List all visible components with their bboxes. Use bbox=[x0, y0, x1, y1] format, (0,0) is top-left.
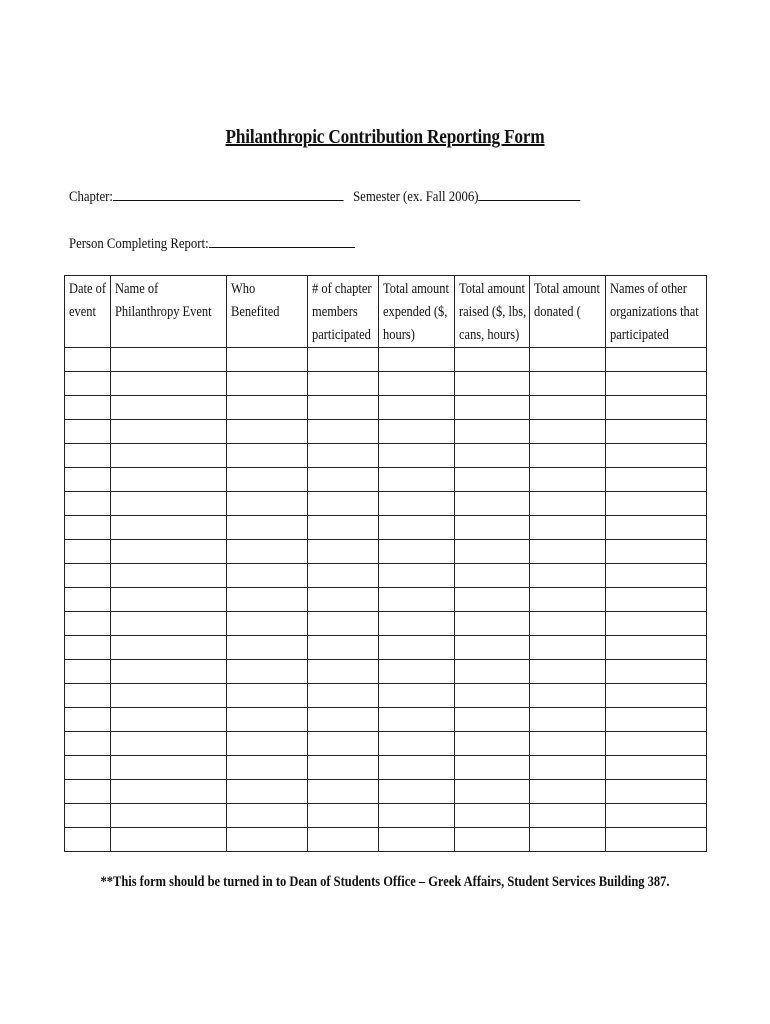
table-cell[interactable] bbox=[65, 804, 111, 828]
table-cell[interactable] bbox=[65, 612, 111, 636]
chapter-label: Chapter: bbox=[69, 189, 113, 205]
table-cell[interactable] bbox=[606, 612, 707, 636]
table-row bbox=[65, 516, 707, 540]
table-cell[interactable] bbox=[227, 636, 308, 660]
table-cell[interactable] bbox=[530, 780, 606, 804]
chapter-field[interactable] bbox=[113, 186, 344, 201]
table-cell[interactable] bbox=[379, 492, 455, 516]
table-cell[interactable] bbox=[111, 540, 227, 564]
table-cell[interactable] bbox=[111, 420, 227, 444]
person-label: Person Completing Report: bbox=[69, 236, 209, 252]
table-row bbox=[65, 564, 707, 588]
table-cell[interactable] bbox=[227, 564, 308, 588]
table-body bbox=[65, 348, 707, 852]
table-cell[interactable] bbox=[308, 780, 379, 804]
table-cell[interactable] bbox=[606, 396, 707, 420]
table-cell[interactable] bbox=[308, 564, 379, 588]
table-cell[interactable] bbox=[379, 468, 455, 492]
table-cell[interactable] bbox=[308, 660, 379, 684]
table-row bbox=[65, 708, 707, 732]
table-cell[interactable] bbox=[379, 588, 455, 612]
table-cell[interactable] bbox=[308, 636, 379, 660]
table-cell[interactable] bbox=[65, 780, 111, 804]
table-cell[interactable] bbox=[111, 564, 227, 588]
table-cell[interactable] bbox=[606, 348, 707, 372]
table-cell[interactable] bbox=[606, 516, 707, 540]
table-cell[interactable] bbox=[379, 396, 455, 420]
table-cell[interactable] bbox=[308, 540, 379, 564]
table-row bbox=[65, 780, 707, 804]
table-cell[interactable] bbox=[530, 708, 606, 732]
table-cell[interactable] bbox=[379, 684, 455, 708]
table-row bbox=[65, 588, 707, 612]
table-row bbox=[65, 684, 707, 708]
table-cell[interactable] bbox=[455, 564, 530, 588]
table-cell[interactable] bbox=[606, 660, 707, 684]
table-cell[interactable] bbox=[606, 468, 707, 492]
table-cell[interactable] bbox=[308, 684, 379, 708]
table-cell[interactable] bbox=[455, 444, 530, 468]
table-cell[interactable] bbox=[111, 492, 227, 516]
table-cell[interactable] bbox=[606, 492, 707, 516]
col-donated-header: Total amount donated ( bbox=[530, 276, 606, 348]
table-cell[interactable] bbox=[308, 828, 379, 852]
table-cell[interactable] bbox=[227, 756, 308, 780]
table-cell[interactable] bbox=[308, 732, 379, 756]
table-cell[interactable] bbox=[530, 420, 606, 444]
table-cell[interactable] bbox=[308, 420, 379, 444]
table-cell[interactable] bbox=[530, 372, 606, 396]
table-cell[interactable] bbox=[379, 828, 455, 852]
table-cell[interactable] bbox=[227, 732, 308, 756]
col-other-orgs-header: Names of other organizations that participated bbox=[606, 276, 707, 348]
table-row bbox=[65, 492, 707, 516]
table-cell[interactable] bbox=[65, 660, 111, 684]
table-cell[interactable] bbox=[111, 468, 227, 492]
table-cell[interactable] bbox=[111, 780, 227, 804]
table-cell[interactable] bbox=[530, 660, 606, 684]
table-cell[interactable] bbox=[530, 516, 606, 540]
table-cell[interactable] bbox=[111, 444, 227, 468]
semester-field[interactable] bbox=[479, 186, 581, 201]
table-cell[interactable] bbox=[227, 708, 308, 732]
table-cell[interactable] bbox=[530, 588, 606, 612]
table-cell[interactable] bbox=[308, 372, 379, 396]
table-cell[interactable] bbox=[65, 684, 111, 708]
table-cell[interactable] bbox=[308, 708, 379, 732]
table-cell[interactable] bbox=[455, 828, 530, 852]
table-cell[interactable] bbox=[455, 660, 530, 684]
table-row bbox=[65, 444, 707, 468]
table-row bbox=[65, 756, 707, 780]
table-cell[interactable] bbox=[227, 516, 308, 540]
table-cell[interactable] bbox=[530, 612, 606, 636]
table-row bbox=[65, 828, 707, 852]
table-cell[interactable] bbox=[227, 396, 308, 420]
table-cell[interactable] bbox=[606, 564, 707, 588]
person-field[interactable] bbox=[209, 233, 355, 248]
table-row bbox=[65, 804, 707, 828]
table-cell[interactable] bbox=[530, 396, 606, 420]
person-line bbox=[69, 233, 355, 253]
table-cell[interactable] bbox=[308, 612, 379, 636]
table-cell[interactable] bbox=[530, 348, 606, 372]
table-row bbox=[65, 396, 707, 420]
table-cell[interactable] bbox=[530, 468, 606, 492]
table-cell[interactable] bbox=[308, 396, 379, 420]
table-cell[interactable] bbox=[606, 372, 707, 396]
table-cell[interactable] bbox=[530, 564, 606, 588]
form-title: Philanthropic Contribution Reporting Form bbox=[225, 126, 545, 148]
table-cell[interactable] bbox=[111, 684, 227, 708]
chapter-semester-line bbox=[69, 186, 581, 206]
table-cell[interactable] bbox=[379, 516, 455, 540]
table-cell[interactable] bbox=[455, 540, 530, 564]
table-cell[interactable] bbox=[111, 396, 227, 420]
table-cell[interactable] bbox=[455, 516, 530, 540]
table-cell[interactable] bbox=[606, 588, 707, 612]
table-cell[interactable] bbox=[111, 732, 227, 756]
table-cell[interactable] bbox=[455, 492, 530, 516]
table-cell[interactable] bbox=[379, 444, 455, 468]
table-cell[interactable] bbox=[227, 540, 308, 564]
table-row bbox=[65, 372, 707, 396]
table-cell[interactable] bbox=[455, 396, 530, 420]
table-row bbox=[65, 612, 707, 636]
table-cell[interactable] bbox=[455, 372, 530, 396]
table-cell[interactable] bbox=[379, 660, 455, 684]
table-cell[interactable] bbox=[455, 636, 530, 660]
col-members-header: # of chapter members participated bbox=[308, 276, 379, 348]
table-cell[interactable] bbox=[606, 540, 707, 564]
table-cell[interactable] bbox=[111, 660, 227, 684]
table-cell[interactable] bbox=[606, 756, 707, 780]
table-cell[interactable] bbox=[455, 420, 530, 444]
table-cell[interactable] bbox=[379, 564, 455, 588]
table-cell[interactable] bbox=[606, 804, 707, 828]
table-cell[interactable] bbox=[227, 444, 308, 468]
table-cell[interactable] bbox=[606, 636, 707, 660]
table-cell[interactable] bbox=[65, 828, 111, 852]
table-cell[interactable] bbox=[308, 468, 379, 492]
table-cell[interactable] bbox=[606, 420, 707, 444]
table-cell[interactable] bbox=[65, 588, 111, 612]
table-cell[interactable] bbox=[308, 444, 379, 468]
table-cell[interactable] bbox=[455, 756, 530, 780]
table-cell[interactable] bbox=[606, 444, 707, 468]
table-cell[interactable] bbox=[65, 468, 111, 492]
table-cell[interactable] bbox=[65, 444, 111, 468]
table-cell[interactable] bbox=[379, 348, 455, 372]
table-cell[interactable] bbox=[227, 372, 308, 396]
table-cell[interactable] bbox=[530, 636, 606, 660]
table-cell[interactable] bbox=[455, 612, 530, 636]
table-cell[interactable] bbox=[111, 636, 227, 660]
table-cell[interactable] bbox=[227, 612, 308, 636]
table-cell[interactable] bbox=[455, 804, 530, 828]
table-cell[interactable] bbox=[65, 636, 111, 660]
table-cell[interactable] bbox=[530, 684, 606, 708]
table-cell[interactable] bbox=[379, 540, 455, 564]
table-row bbox=[65, 468, 707, 492]
table-row bbox=[65, 636, 707, 660]
table-cell[interactable] bbox=[606, 684, 707, 708]
table-cell[interactable] bbox=[65, 492, 111, 516]
table-cell[interactable] bbox=[530, 540, 606, 564]
table-cell[interactable] bbox=[227, 348, 308, 372]
table-cell[interactable] bbox=[227, 804, 308, 828]
table-row bbox=[65, 420, 707, 444]
table-row bbox=[65, 660, 707, 684]
table-cell[interactable] bbox=[455, 588, 530, 612]
table-cell[interactable] bbox=[379, 372, 455, 396]
table-cell[interactable] bbox=[379, 612, 455, 636]
table-row bbox=[65, 540, 707, 564]
table-cell[interactable] bbox=[65, 396, 111, 420]
table-cell[interactable] bbox=[227, 468, 308, 492]
table-cell[interactable] bbox=[308, 348, 379, 372]
table-cell[interactable] bbox=[111, 372, 227, 396]
table-cell[interactable] bbox=[530, 828, 606, 852]
table-cell[interactable] bbox=[530, 444, 606, 468]
table-cell[interactable] bbox=[455, 348, 530, 372]
table-cell[interactable] bbox=[308, 804, 379, 828]
table-cell[interactable] bbox=[455, 780, 530, 804]
table-cell[interactable] bbox=[379, 732, 455, 756]
footer-note: **This form should be turned in to Dean of Students Office – Greek Affairs, Student Services Building 387. bbox=[100, 874, 670, 890]
table-cell[interactable] bbox=[227, 420, 308, 444]
col-expended-header: Total amount expended ($, hours) bbox=[379, 276, 455, 348]
table-cell[interactable] bbox=[606, 780, 707, 804]
contribution-table bbox=[64, 275, 707, 852]
table-cell[interactable] bbox=[308, 492, 379, 516]
table-cell[interactable] bbox=[308, 588, 379, 612]
table-cell[interactable] bbox=[111, 348, 227, 372]
col-date-header: Date of event bbox=[65, 276, 111, 348]
table-cell[interactable] bbox=[455, 684, 530, 708]
table-cell[interactable] bbox=[530, 732, 606, 756]
table-cell[interactable] bbox=[227, 588, 308, 612]
table-cell[interactable] bbox=[379, 420, 455, 444]
col-event-name-header: Name of Philanthropy Event bbox=[111, 276, 227, 348]
table-cell[interactable] bbox=[227, 780, 308, 804]
table-cell[interactable] bbox=[65, 372, 111, 396]
table-cell[interactable] bbox=[65, 420, 111, 444]
table-cell[interactable] bbox=[227, 684, 308, 708]
table-cell[interactable] bbox=[65, 732, 111, 756]
table-cell[interactable] bbox=[111, 708, 227, 732]
table-cell[interactable] bbox=[65, 564, 111, 588]
table-cell[interactable] bbox=[379, 636, 455, 660]
table-cell[interactable] bbox=[530, 492, 606, 516]
table-cell[interactable] bbox=[455, 468, 530, 492]
table-cell[interactable] bbox=[308, 516, 379, 540]
table-cell[interactable] bbox=[606, 708, 707, 732]
table-cell[interactable] bbox=[379, 780, 455, 804]
table-cell[interactable] bbox=[227, 828, 308, 852]
table-cell[interactable] bbox=[606, 828, 707, 852]
table-cell[interactable] bbox=[379, 804, 455, 828]
table-header-row bbox=[65, 276, 707, 348]
table-cell[interactable] bbox=[111, 804, 227, 828]
col-raised-header: Total amount raised ($, lbs, cans, hours) bbox=[455, 276, 530, 348]
semester-label: Semester (ex. Fall 2006) bbox=[353, 189, 479, 205]
table-cell[interactable] bbox=[65, 708, 111, 732]
table-cell[interactable] bbox=[379, 708, 455, 732]
table-cell[interactable] bbox=[227, 660, 308, 684]
table-cell[interactable] bbox=[111, 828, 227, 852]
table-cell[interactable] bbox=[65, 516, 111, 540]
table-cell[interactable] bbox=[530, 804, 606, 828]
table-cell[interactable] bbox=[65, 540, 111, 564]
table-cell[interactable] bbox=[530, 756, 606, 780]
table-row bbox=[65, 732, 707, 756]
table-cell[interactable] bbox=[308, 756, 379, 780]
table-cell[interactable] bbox=[455, 708, 530, 732]
table-cell[interactable] bbox=[111, 588, 227, 612]
table-cell[interactable] bbox=[379, 756, 455, 780]
table-cell[interactable] bbox=[65, 756, 111, 780]
table-cell[interactable] bbox=[65, 348, 111, 372]
table-cell[interactable] bbox=[606, 732, 707, 756]
table-cell[interactable] bbox=[111, 516, 227, 540]
table-cell[interactable] bbox=[111, 612, 227, 636]
col-who-benefited-header: Who Benefited bbox=[227, 276, 308, 348]
table-cell[interactable] bbox=[455, 732, 530, 756]
table-cell[interactable] bbox=[111, 756, 227, 780]
table-cell[interactable] bbox=[227, 492, 308, 516]
table-row bbox=[65, 348, 707, 372]
